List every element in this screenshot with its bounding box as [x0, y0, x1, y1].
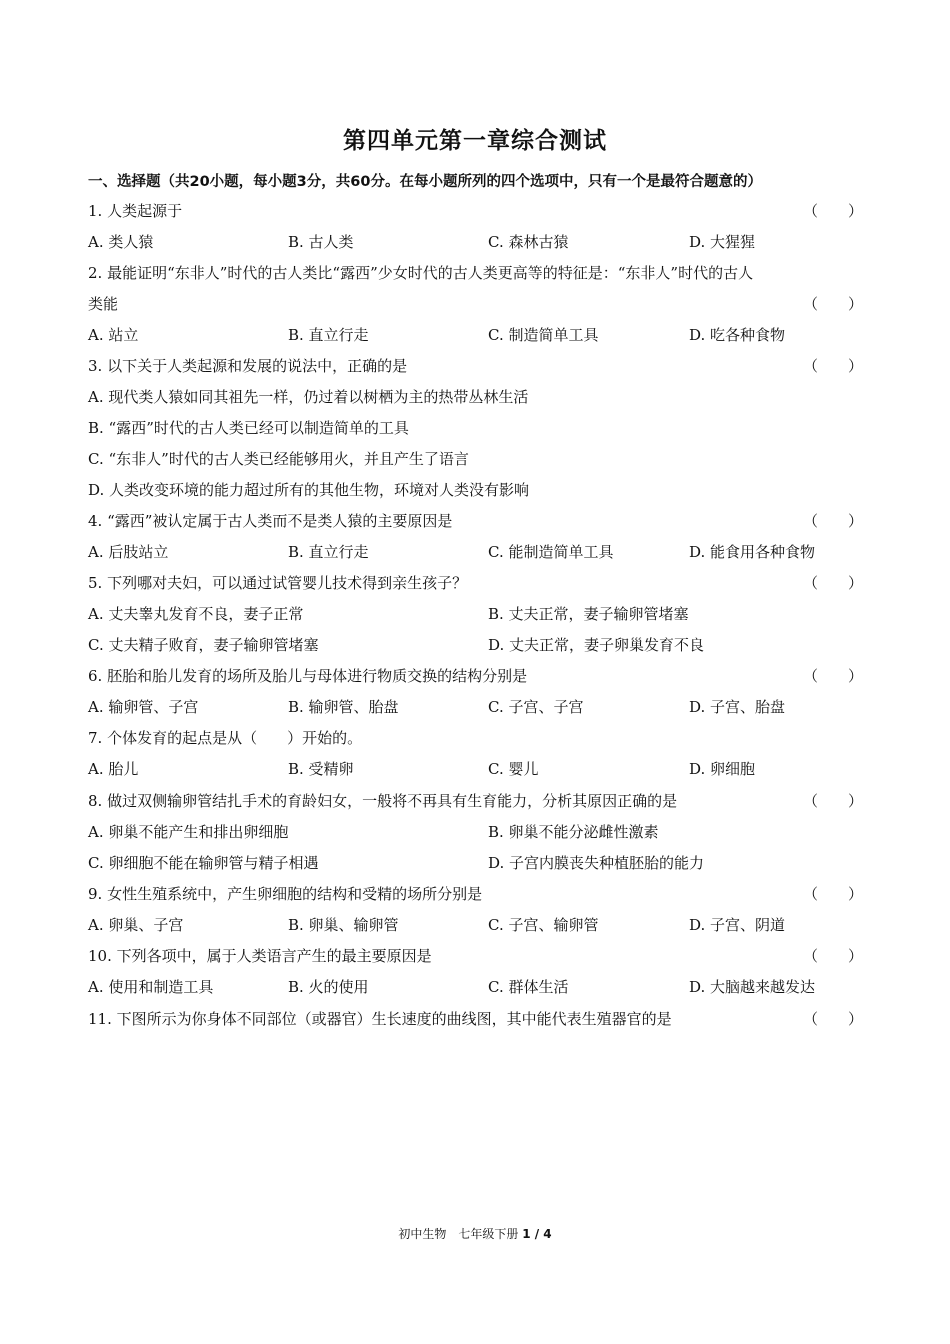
option: B. “露西”时代的古人类已经可以制造简单的工具 [88, 419, 409, 437]
section-header: 一、选择题（共20小题，每小题3分，共60分。在每小题所列的四个选项中，只有一个是最符合题意的） [88, 174, 762, 190]
answer-blank: （ ） [802, 667, 863, 685]
question-text: 11. 下图所示为你身体不同部位（或器官）生长速度的曲线图，其中能代表生殖器官的是 [88, 1010, 672, 1028]
question-text: 10. 下列各项中，属于人类语言产生的最主要原因是 [88, 947, 432, 965]
option: B. 卵巢不能分泌雌性激素 [488, 823, 659, 841]
option: D. 能食用各种食物 [689, 543, 816, 561]
option: D. 大脑越来越发达 [689, 978, 816, 996]
question-text: 5. 下列哪对夫妇，可以通过试管婴儿技术得到亲生孩子？ [88, 574, 468, 592]
option: D. 子宫、胎盘 [689, 698, 786, 716]
option: A. 现代类人猿如同其祖先一样，仍过着以树栖为主的热带丛林生活 [88, 388, 529, 406]
question-5 [88, 572, 863, 594]
question-9 [88, 883, 863, 905]
option: C. 能制造简单工具 [488, 543, 614, 561]
question-text: 8. 做过双侧输卵管结扎手术的育龄妇女，一般将不再具有生育能力，分析其原因正确的是 [88, 792, 678, 810]
question-2-cont [88, 293, 863, 315]
question-10 [88, 945, 863, 967]
option: C. 制造简单工具 [488, 326, 599, 344]
question-text: 9. 女性生殖系统中，产生卵细胞的结构和受精的场所分别是 [88, 885, 483, 903]
question-text: 6. 胚胎和胎儿发育的场所及胎儿与母体进行物质交换的结构分别是 [88, 667, 528, 685]
answer-blank: （ ） [802, 792, 863, 810]
option: B. 古人类 [288, 233, 354, 251]
option: A. 输卵管、子宫 [88, 698, 199, 716]
option: B. 受精卵 [288, 760, 354, 778]
option: A. 站立 [88, 326, 139, 344]
question-text: 3. 以下关于人类起源和发展的说法中，正确的是 [88, 357, 408, 375]
answer-blank: （ ） [802, 357, 863, 375]
option: D. 子宫内膜丧失种植胚胎的能力 [488, 854, 705, 872]
answer-blank: （ ） [802, 1010, 863, 1028]
option: A. 丈夫睾丸发育不良，妻子正常 [88, 605, 304, 623]
option: B. 直立行走 [288, 326, 369, 344]
option: C. 子宫、输卵管 [488, 916, 599, 934]
option: C. “东非人”时代的古人类已经能够用火，并且产生了语言 [88, 450, 469, 468]
option: A. 类人猿 [88, 233, 154, 251]
option: B. 直立行走 [288, 543, 369, 561]
question-6 [88, 665, 863, 687]
answer-blank: （ ） [802, 295, 863, 313]
option: C. 子宫、子宫 [488, 698, 584, 716]
option: D. 吃各种食物 [689, 326, 786, 344]
option: C. 群体生活 [488, 978, 569, 996]
answer-blank: （ ） [802, 574, 863, 592]
question-4 [88, 510, 863, 532]
question-3 [88, 355, 863, 377]
option: A. 使用和制造工具 [88, 978, 214, 996]
answer-blank: （ ） [802, 202, 863, 220]
question-text: 4. “露西”被认定属于古人类而不是类人猿的主要原因是 [88, 512, 453, 530]
answer-blank: （ ） [802, 885, 863, 903]
option: D. 子宫、阴道 [689, 916, 786, 934]
option: C. 丈夫精子败育，妻子输卵管堵塞 [88, 636, 319, 654]
footer-subject: 初中生物 七年级下册 [398, 1227, 519, 1241]
question-text: 1. 人类起源于 [88, 202, 183, 220]
answer-blank: （ ） [802, 512, 863, 530]
option: A. 胎儿 [88, 760, 139, 778]
option: D. 卵细胞 [689, 760, 756, 778]
option: A. 卵巢不能产生和排出卵细胞 [88, 823, 289, 841]
question-8 [88, 790, 863, 812]
option: C. 卵细胞不能在输卵管与精子相遇 [88, 854, 319, 872]
page-title: 第四单元第一章综合测试 [343, 128, 607, 154]
question-text: 7. 个体发育的起点是从（ ）开始的。 [88, 729, 363, 747]
question-2 [88, 262, 863, 284]
page-footer [0, 1225, 950, 1242]
option: C. 婴儿 [488, 760, 539, 778]
question-1 [88, 200, 863, 222]
question-text: 类能 [88, 295, 119, 313]
question-7 [88, 727, 863, 749]
answer-blank: （ ） [802, 947, 863, 965]
page-number: 1 / 4 [522, 1227, 552, 1241]
option: A. 后肢站立 [88, 543, 169, 561]
option: B. 丈夫正常，妻子输卵管堵塞 [488, 605, 689, 623]
option: D. 大猩猩 [689, 233, 756, 251]
question-11 [88, 1008, 863, 1030]
question-text: 2. 最能证明“东非人”时代的古人类比“露西”少女时代的古人类更高等的特征是：“东非人”时代的古人 [88, 264, 754, 282]
option: D. 人类改变环境的能力超过所有的其他生物，环境对人类没有影响 [88, 481, 530, 499]
option: B. 输卵管、胎盘 [288, 698, 399, 716]
option: B. 卵巢、输卵管 [288, 916, 399, 934]
option: A. 卵巢、子宫 [88, 916, 184, 934]
option: D. 丈夫正常，妻子卵巢发育不良 [488, 636, 705, 654]
option: B. 火的使用 [288, 978, 369, 996]
option: C. 森林古猿 [488, 233, 569, 251]
